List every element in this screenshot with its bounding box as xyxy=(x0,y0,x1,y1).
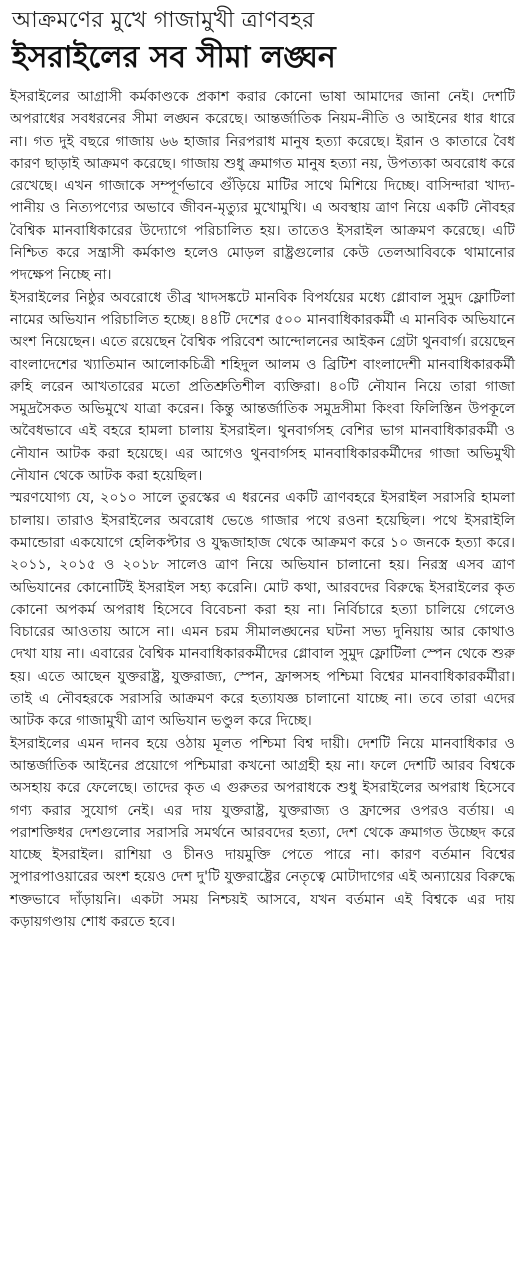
paragraph: ইসরাইলের নিষ্ঠুর অবরোধে তীব্র খাদসঙ্কটে মানবিক বিপর্যয়ের মধ্যে গ্লোবাল সুমুদ ফ্লোটিলা নামের অভিযান পরিচালিত হচ্ছে। ৪৪টি দেশের ৫০০ মানবাধিকারকর্মী এ মানবিক অভিযানে অংশ নিয়েছেন। এতে রয়েছেন বৈশ্বিক পরিবেশ আন্দোলনের আইকন গ্রেটা থুনবার্গ। রয়েছেন বাংলাদেশের খ্যাতিমান আলোকচিত্রী শহিদুল আলম ও ব্রিটিশ বাংলাদেশী মানবাধিকারকর্মী রুহি লরেন আখতারের মতো প্রতিশ্রুতিশীল ব্যক্তিরা। ৪০টি নৌযান নিয়ে তারা গাজা সমুদ্রসৈকত অভিমুখে যাত্রা করেন। কিন্তু আন্তর্জাতিক সমুদ্রসীমা কিংবা ফিলিস্তিন উপকূলে অবৈধভাবে এই বহরে হামলা চালায় ইসরাইল। থুনবার্গসহ বেশির ভাগ মানবাধিকারকর্মী ও নৌযান আটক করা হয়েছে। এর আগেও থুনবার্গসহ মানবাধিকারকর্মীদের গাজা অভিমুখী নৌযান থেকে আটক করা হয়েছিল। xyxy=(10,289,515,485)
article-body xyxy=(10,86,515,933)
paragraph: ইসরাইলের আগ্রাসী কর্মকাণ্ডকে প্রকাশ করার কোনো ভাষা আমাদের জানা নেই। দেশটি অপরাধের সবধরনের সীমা লঙ্ঘন করেছে। আন্তর্জাতিক নিয়ম-নীতি ও আইনের ধার ধারে না। গত দুই বছরে গাজায় ৬৬ হাজার নিরপরাধ মানুষ হত্যা করেছে। ইরান ও কাতারে বৈধ কারণ ছাড়াই আক্রমণ করেছে। গাজায় শুধু ক্রমাগত মানুষ হত্যা নয়, উপত্যকা অবরোধ করে রেখেছে। এখন গাজাকে সম্পূর্ণভাবে গুঁড়িয়ে মাটির সাথে মিশিয়ে দিচ্ছে। বাসিন্দারা খাদ্য-পানীয় ও নিত্যপণ্যের অভাবে জীবন-মৃত্যুর মুখোমুখি। এ অবস্থায় ত্রাণ নিয়ে একটি নৌবহর বৈশ্বিক মানবাধিকারের উদ্যোগে পরিচালিত হয়। তাতেও ইসরাইল আক্রমণ করেছে। এটি নিশ্চিত করে সন্ত্রাসী কর্মকাণ্ড হলেও মোড়ল রাষ্ট্রগুলোর কেউ তেলআবিবকে থামানোর পদক্ষেপ নিচ্ছে না। xyxy=(10,89,515,284)
paragraph: স্মরণযোগ্য যে, ২০১০ সালে তুরস্কের এ ধরনের একটি ত্রাণবহরে ইসরাইল সরাসরি হামলা চালায়। তারাও ইসরাইলের অবরোধ ভেঙে গাজার পথে রওনা হয়েছিল। পথে ইসরাইলি কমান্ডোরা একযোগে হেলিকপ্টার ও যুদ্ধজাহাজ থেকে আক্রমণ করে ১০ জনকে হত্যা করে। ২০১১, ২০১৫ ও ২০১৮ সালেও ত্রাণ নিয়ে অভিযান চালানো হয়। নিরস্ত্র এসব ত্রাণ অভিযানের কোনোটিই ইসরাইল সহ্য করেনি। মোট কথা, আরবদের বিরুদ্ধে ইসরাইলের কৃত কোনো অপকর্ম অপরাধ হিসেবে বিবেচনা করা হয় না। নির্বিচারে হত্যা চালিয়ে গেলেও বিচারের আওতায় আসে না। এমন চরম সীমালঙ্ঘনের ঘটনা সভ্য দুনিয়ায় আর কোথাও দেখা যায় না। এবারের বৈশ্বিক মানবাধিকারকর্মীদের গ্লোবাল সুমুদ ফ্লোটিলা স্পেন থেকে শুরু হয়। এতে আছেন যুক্তরাষ্ট্র, যুক্তরাজ্য, স্পেন, ফ্রান্সসহ পশ্চিমা বিশ্বের মানবাধিকারকর্মীরা। তাই এ নৌবহরকে সরাসরি আক্রমণ করে হত্যাযজ্ঞ চালানো যাচ্ছে না। তবে তারা এদের আটক করে গাজামুখী ত্রাণ অভিযান ভণ্ডুল করে দিচ্ছে। xyxy=(10,490,515,730)
kicker-title: আক্রমণের মুখে গাজামুখী ত্রাণবহর xyxy=(12,8,315,33)
paragraph: ইসরাইলের এমন দানব হয়ে ওঠায় মূলত পশ্চিমা বিশ্ব দায়ী। দেশটি নিয়ে মানবাধিকার ও আন্তর্জাতিক আইনের প্রয়োগে পশ্চিমারা কখনো আগ্রহী হয় না। ফলে দেশটি আরব বিশ্বকে অসহায় করে ফেলেছে। তাদের কৃত এ গুরুতর অপরাধকে শুধু ইসরাইলের অপরাধ হিসেবে গণ্য করার সুযোগ নেই। এর দায় যুক্তরাষ্ট্র, যুক্তরাজ্য ও ফ্রান্সের ওপরও বর্তায়। এ পরাশক্তিধর দেশগুলোর সরাসরি সমর্থনে আরবদের হত্যা, দেশ থেকে ক্রমাগত উচ্ছেদ করে যাচ্ছে ইসরাইল। রাশিয়া ও চীনও দায়মুক্তি পেতে পারে না। কারণ বর্তমান বিশ্বের সুপারপাওয়ারের অংশ হয়েও দেশ দু'টি যুক্তরাষ্ট্রের নেতৃত্বে মোটাদাগের এই অন্যায়ের বিরুদ্ধে শক্তভাবে দাঁড়ায়নি। একটা সময় নিশ্চয়ই আসবে, যখন বর্তমান এই বিশ্বকে এর দায় কড়ায়গণ্ডায় শোধ করতে হবে। xyxy=(10,735,516,930)
headline: ইসরাইলের সব সীমা লঙ্ঘন xyxy=(12,40,336,75)
